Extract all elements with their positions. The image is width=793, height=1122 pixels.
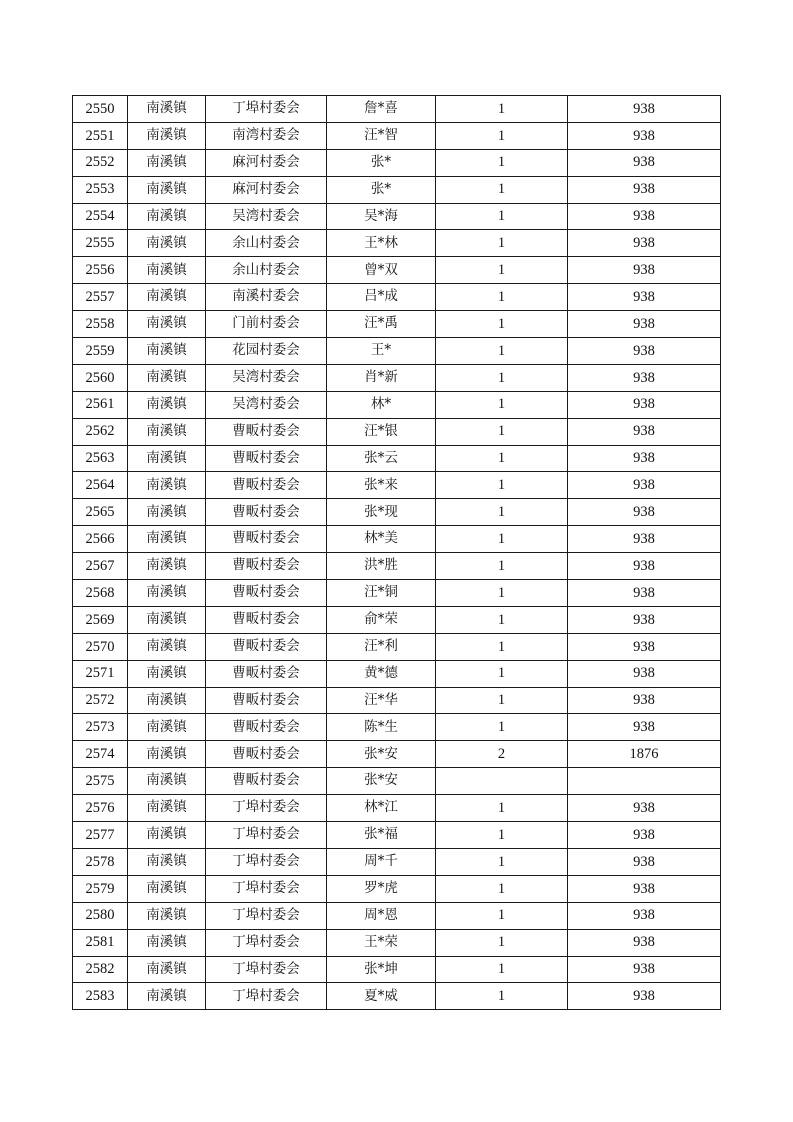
village-committee-cell: 曹畈村委会 [206,606,327,633]
amount-cell: 938 [568,311,721,338]
town-cell: 南溪镇 [128,364,206,391]
table-row [73,230,721,257]
person-name-cell: 张*安 [327,768,436,795]
person-name-cell: 张*来 [327,472,436,499]
serial-number-cell: 2574 [73,741,128,768]
person-name-cell: 王* [327,338,436,365]
serial-number-cell: 2575 [73,768,128,795]
amount-cell: 938 [568,795,721,822]
town-cell: 南溪镇 [128,418,206,445]
village-committee-cell: 曹畈村委会 [206,418,327,445]
count-cell: 1 [436,230,568,257]
town-cell: 南溪镇 [128,822,206,849]
table-row [73,391,721,418]
town-cell: 南溪镇 [128,875,206,902]
count-cell: 2 [436,741,568,768]
village-committee-cell: 南湾村委会 [206,122,327,149]
village-committee-cell: 丁埠村委会 [206,956,327,983]
person-name-cell: 汪*华 [327,687,436,714]
amount-cell: 1876 [568,741,721,768]
count-cell: 1 [436,580,568,607]
amount-cell: 938 [568,902,721,929]
serial-number-cell: 2561 [73,391,128,418]
serial-number-cell: 2573 [73,714,128,741]
town-cell: 南溪镇 [128,472,206,499]
village-committee-cell: 曹畈村委会 [206,741,327,768]
table-row [73,257,721,284]
serial-number-cell: 2553 [73,176,128,203]
count-cell: 1 [436,499,568,526]
amount-cell: 938 [568,284,721,311]
serial-number-cell: 2559 [73,338,128,365]
person-name-cell: 曾*双 [327,257,436,284]
amount-cell: 938 [568,338,721,365]
serial-number-cell: 2568 [73,580,128,607]
village-committee-cell: 曹畈村委会 [206,687,327,714]
table-row [73,714,721,741]
village-committee-cell: 曹畈村委会 [206,553,327,580]
count-cell: 1 [436,822,568,849]
beneficiary-table [72,95,721,1010]
table-row [73,149,721,176]
village-committee-cell: 丁埠村委会 [206,822,327,849]
person-name-cell: 詹*喜 [327,96,436,123]
table-row [73,553,721,580]
town-cell: 南溪镇 [128,580,206,607]
town-cell: 南溪镇 [128,257,206,284]
town-cell: 南溪镇 [128,338,206,365]
count-cell: 1 [436,445,568,472]
count-cell: 1 [436,149,568,176]
person-name-cell: 王*荣 [327,929,436,956]
amount-cell: 938 [568,122,721,149]
serial-number-cell: 2577 [73,822,128,849]
serial-number-cell: 2562 [73,418,128,445]
village-committee-cell: 曹畈村委会 [206,580,327,607]
town-cell: 南溪镇 [128,203,206,230]
amount-cell: 938 [568,553,721,580]
serial-number-cell: 2563 [73,445,128,472]
table-row [73,902,721,929]
table-row [73,606,721,633]
village-committee-cell: 曹畈村委会 [206,499,327,526]
village-committee-cell: 丁埠村委会 [206,902,327,929]
village-committee-cell: 吴湾村委会 [206,203,327,230]
town-cell: 南溪镇 [128,499,206,526]
amount-cell: 938 [568,580,721,607]
person-name-cell: 张*现 [327,499,436,526]
count-cell [436,768,568,795]
person-name-cell: 林*美 [327,526,436,553]
town-cell: 南溪镇 [128,149,206,176]
person-name-cell: 洪*胜 [327,553,436,580]
table-row [73,741,721,768]
town-cell: 南溪镇 [128,391,206,418]
count-cell: 1 [436,983,568,1010]
count-cell: 1 [436,606,568,633]
town-cell: 南溪镇 [128,714,206,741]
person-name-cell: 俞*荣 [327,606,436,633]
town-cell: 南溪镇 [128,606,206,633]
town-cell: 南溪镇 [128,768,206,795]
amount-cell: 938 [568,822,721,849]
serial-number-cell: 2552 [73,149,128,176]
village-committee-cell: 曹畈村委会 [206,714,327,741]
person-name-cell: 张*福 [327,822,436,849]
person-name-cell: 周*千 [327,848,436,875]
serial-number-cell: 2551 [73,122,128,149]
amount-cell: 938 [568,687,721,714]
count-cell: 1 [436,338,568,365]
serial-number-cell: 2565 [73,499,128,526]
amount-cell: 938 [568,230,721,257]
town-cell: 南溪镇 [128,660,206,687]
village-committee-cell: 丁埠村委会 [206,795,327,822]
count-cell: 1 [436,956,568,983]
count-cell: 1 [436,176,568,203]
serial-number-cell: 2583 [73,983,128,1010]
serial-number-cell: 2567 [73,553,128,580]
person-name-cell: 张*安 [327,741,436,768]
person-name-cell: 罗*虎 [327,875,436,902]
person-name-cell: 张*云 [327,445,436,472]
village-committee-cell: 余山村委会 [206,257,327,284]
person-name-cell: 陈*生 [327,714,436,741]
count-cell: 1 [436,96,568,123]
amount-cell: 938 [568,875,721,902]
village-committee-cell: 曹畈村委会 [206,633,327,660]
village-committee-cell: 曹畈村委会 [206,445,327,472]
serial-number-cell: 2579 [73,875,128,902]
table-row [73,929,721,956]
amount-cell: 938 [568,445,721,472]
person-name-cell: 吴*海 [327,203,436,230]
person-name-cell: 林*江 [327,795,436,822]
village-committee-cell: 丁埠村委会 [206,983,327,1010]
village-committee-cell: 南溪村委会 [206,284,327,311]
town-cell: 南溪镇 [128,526,206,553]
amount-cell: 938 [568,606,721,633]
town-cell: 南溪镇 [128,553,206,580]
amount-cell: 938 [568,176,721,203]
count-cell: 1 [436,902,568,929]
person-name-cell: 张*坤 [327,956,436,983]
town-cell: 南溪镇 [128,445,206,472]
amount-cell: 938 [568,714,721,741]
town-cell: 南溪镇 [128,983,206,1010]
village-committee-cell: 余山村委会 [206,230,327,257]
serial-number-cell: 2550 [73,96,128,123]
table-row [73,848,721,875]
serial-number-cell: 2555 [73,230,128,257]
serial-number-cell: 2556 [73,257,128,284]
table-row [73,472,721,499]
table-row [73,96,721,123]
amount-cell [568,768,721,795]
village-committee-cell: 丁埠村委会 [206,848,327,875]
person-name-cell: 林* [327,391,436,418]
count-cell: 1 [436,472,568,499]
count-cell: 1 [436,795,568,822]
town-cell: 南溪镇 [128,848,206,875]
serial-number-cell: 2581 [73,929,128,956]
count-cell: 1 [436,364,568,391]
amount-cell: 938 [568,257,721,284]
amount-cell: 938 [568,983,721,1010]
serial-number-cell: 2560 [73,364,128,391]
table-row [73,445,721,472]
town-cell: 南溪镇 [128,902,206,929]
town-cell: 南溪镇 [128,230,206,257]
table-row [73,176,721,203]
count-cell: 1 [436,633,568,660]
count-cell: 1 [436,203,568,230]
village-committee-cell: 门前村委会 [206,311,327,338]
village-committee-cell: 麻河村委会 [206,149,327,176]
village-committee-cell: 吴湾村委会 [206,364,327,391]
table-row [73,660,721,687]
serial-number-cell: 2570 [73,633,128,660]
person-name-cell: 汪*智 [327,122,436,149]
person-name-cell: 黄*德 [327,660,436,687]
table-row [73,580,721,607]
count-cell: 1 [436,391,568,418]
village-committee-cell: 丁埠村委会 [206,929,327,956]
table-row [73,795,721,822]
person-name-cell: 肖*新 [327,364,436,391]
person-name-cell: 张* [327,176,436,203]
person-name-cell: 张* [327,149,436,176]
amount-cell: 938 [568,660,721,687]
person-name-cell: 夏*威 [327,983,436,1010]
table-row [73,633,721,660]
person-name-cell: 王*林 [327,230,436,257]
table-body [73,96,721,1010]
table-row [73,338,721,365]
serial-number-cell: 2571 [73,660,128,687]
town-cell: 南溪镇 [128,311,206,338]
person-name-cell: 汪*利 [327,633,436,660]
village-committee-cell: 吴湾村委会 [206,391,327,418]
town-cell: 南溪镇 [128,176,206,203]
table-row [73,983,721,1010]
count-cell: 1 [436,929,568,956]
table-row [73,956,721,983]
village-committee-cell: 丁埠村委会 [206,875,327,902]
serial-number-cell: 2558 [73,311,128,338]
town-cell: 南溪镇 [128,687,206,714]
village-committee-cell: 丁埠村委会 [206,96,327,123]
village-committee-cell: 曹畈村委会 [206,526,327,553]
person-name-cell: 汪*禹 [327,311,436,338]
town-cell: 南溪镇 [128,633,206,660]
serial-number-cell: 2578 [73,848,128,875]
amount-cell: 938 [568,929,721,956]
table-row [73,364,721,391]
town-cell: 南溪镇 [128,122,206,149]
town-cell: 南溪镇 [128,929,206,956]
amount-cell: 938 [568,391,721,418]
table-row [73,875,721,902]
town-cell: 南溪镇 [128,795,206,822]
table-row [73,284,721,311]
person-name-cell: 周*恩 [327,902,436,929]
serial-number-cell: 2582 [73,956,128,983]
amount-cell: 938 [568,848,721,875]
serial-number-cell: 2557 [73,284,128,311]
village-committee-cell: 曹畈村委会 [206,472,327,499]
table-row [73,526,721,553]
count-cell: 1 [436,257,568,284]
serial-number-cell: 2554 [73,203,128,230]
amount-cell: 938 [568,633,721,660]
table-row [73,122,721,149]
serial-number-cell: 2572 [73,687,128,714]
village-committee-cell: 曹畈村委会 [206,660,327,687]
amount-cell: 938 [568,499,721,526]
serial-number-cell: 2569 [73,606,128,633]
table-row [73,418,721,445]
table-row [73,768,721,795]
village-committee-cell: 花园村委会 [206,338,327,365]
amount-cell: 938 [568,203,721,230]
amount-cell: 938 [568,364,721,391]
person-name-cell: 汪*铜 [327,580,436,607]
amount-cell: 938 [568,472,721,499]
table-row [73,687,721,714]
serial-number-cell: 2580 [73,902,128,929]
count-cell: 1 [436,875,568,902]
amount-cell: 938 [568,96,721,123]
count-cell: 1 [436,284,568,311]
town-cell: 南溪镇 [128,96,206,123]
amount-cell: 938 [568,149,721,176]
count-cell: 1 [436,311,568,338]
person-name-cell: 吕*成 [327,284,436,311]
village-committee-cell: 麻河村委会 [206,176,327,203]
count-cell: 1 [436,848,568,875]
count-cell: 1 [436,687,568,714]
count-cell: 1 [436,418,568,445]
town-cell: 南溪镇 [128,284,206,311]
town-cell: 南溪镇 [128,956,206,983]
table-row [73,203,721,230]
serial-number-cell: 2576 [73,795,128,822]
table-row [73,311,721,338]
serial-number-cell: 2566 [73,526,128,553]
count-cell: 1 [436,660,568,687]
table-row [73,499,721,526]
count-cell: 1 [436,553,568,580]
count-cell: 1 [436,714,568,741]
person-name-cell: 汪*银 [327,418,436,445]
amount-cell: 938 [568,526,721,553]
amount-cell: 938 [568,418,721,445]
serial-number-cell: 2564 [73,472,128,499]
town-cell: 南溪镇 [128,741,206,768]
village-committee-cell: 曹畈村委会 [206,768,327,795]
count-cell: 1 [436,122,568,149]
amount-cell: 938 [568,956,721,983]
table-row [73,822,721,849]
count-cell: 1 [436,526,568,553]
